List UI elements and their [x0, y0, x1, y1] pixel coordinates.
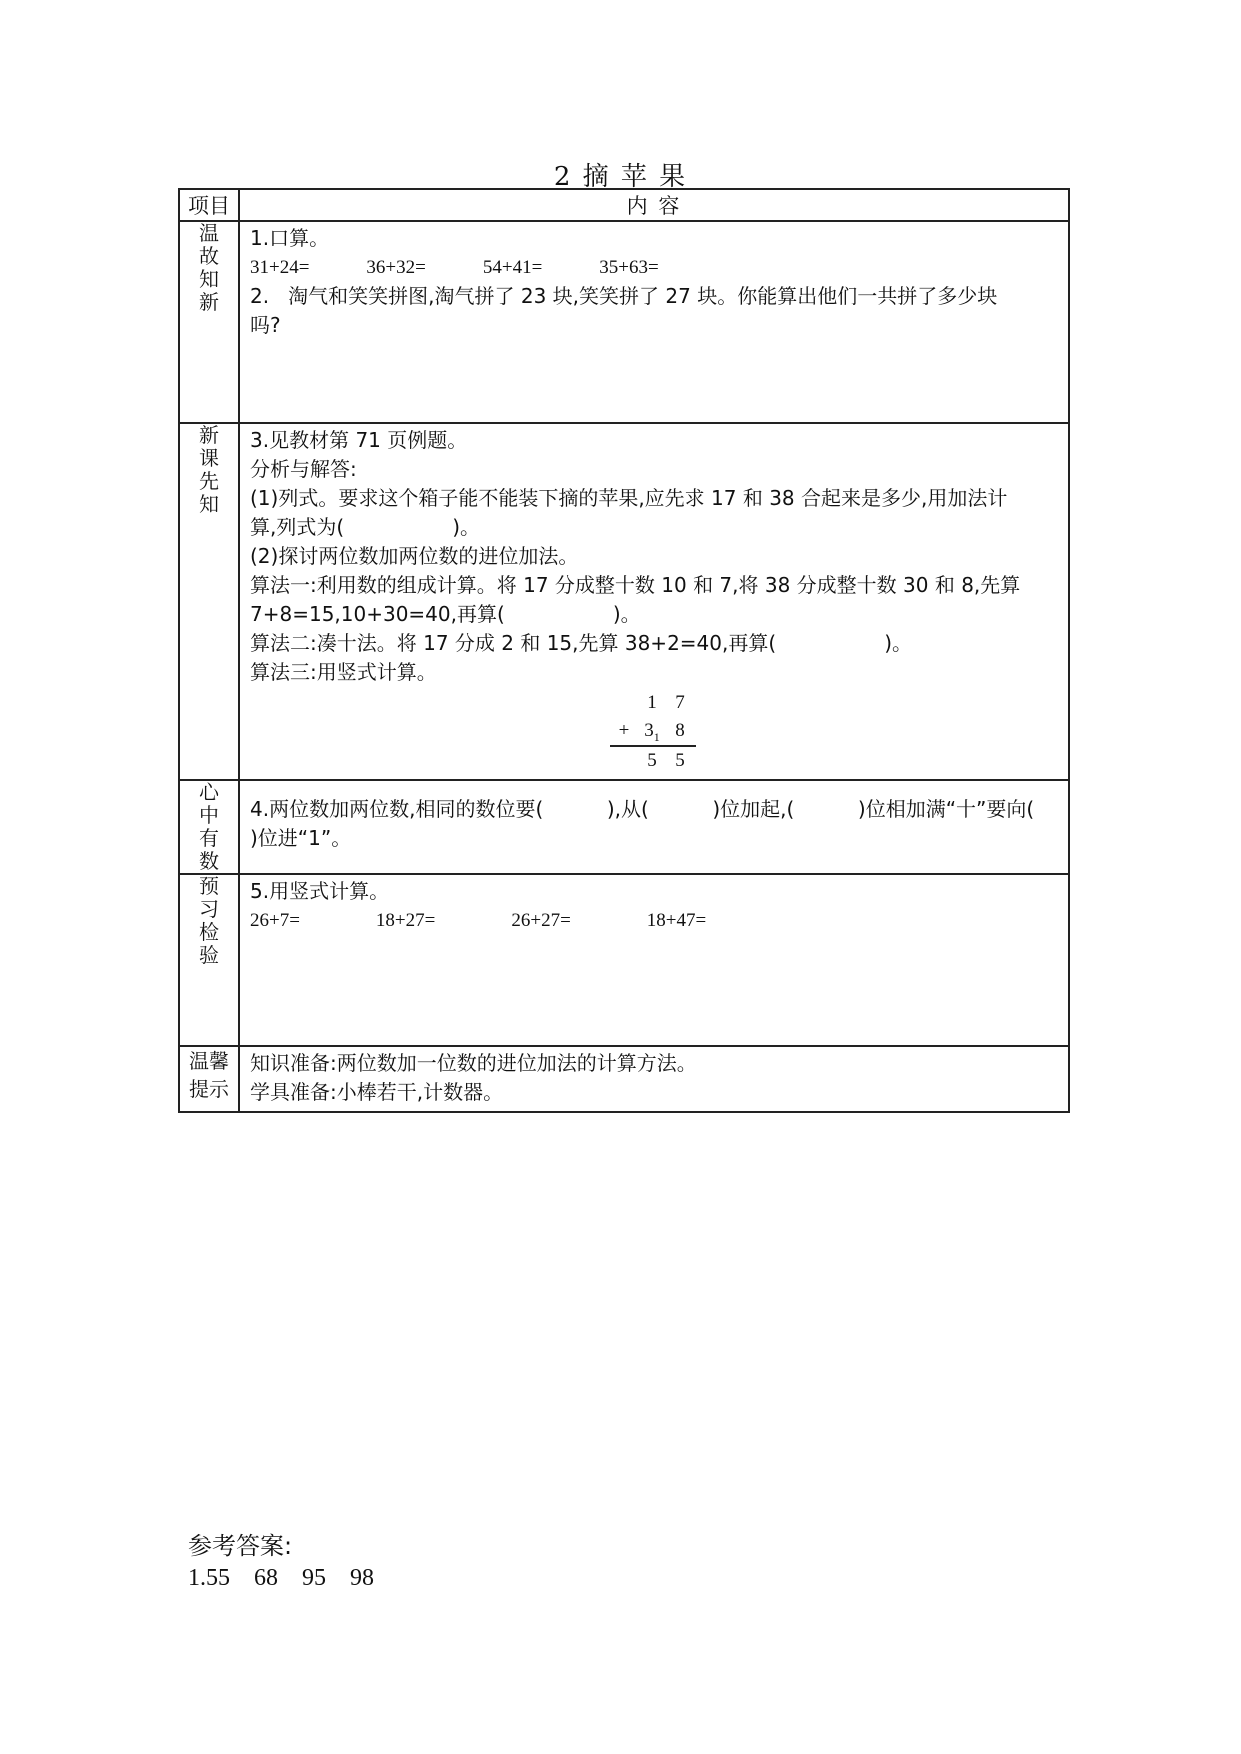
content-line: 算法二:凑十法。将 17 分成 2 和 15,先算 38+2=40,再算( )。 [250, 631, 913, 655]
content-line: 算法一:利用数的组成计算。将 17 分成整十数 10 和 7,将 38 分成整十数 30 和 8,先算 [250, 573, 1021, 597]
digit: 8 [675, 720, 685, 741]
content-line: (1)列式。要求这个箱子能不能装下摘的苹果,应先求 17 和 38 合起来是多少,用加法计 [250, 486, 1008, 510]
section-label-check: 预习检验 [199, 874, 219, 967]
answer-heading: 参考答案: [188, 1532, 293, 1560]
answer-values: 1.55 68 95 98 [188, 1565, 374, 1591]
vertical-row-second [610, 717, 700, 745]
table-header-row [179, 189, 1069, 221]
content-line: 学具准备:小棒若干,计数器。 [250, 1080, 504, 1104]
carry-digit: 1 [653, 729, 660, 744]
content-line: 算,列式为( )。 [250, 515, 481, 539]
header-item-cell: 项目 [179, 189, 239, 221]
section-label-summary: 心中有数 [199, 780, 219, 873]
vertical-row-result [610, 747, 700, 775]
section-review-row [179, 221, 1069, 423]
digit: 3 [644, 720, 654, 741]
content-line: 知识准备:两位数加一位数的进位加法的计算方法。 [250, 1051, 697, 1075]
section-review-content [240, 222, 1068, 344]
content-line: 3.见教材第 71 页例题。 [250, 428, 468, 452]
section-check-content [240, 875, 1068, 939]
digit: 7 [675, 692, 685, 713]
vertical-addition [610, 689, 700, 775]
content-line: 5.用竖式计算。 [250, 879, 390, 903]
header-content-cell: 内 容 [239, 189, 1069, 221]
mental-math-line: 31+24= 36+32= 54+41= 35+63= [250, 257, 659, 278]
section-tips-row [179, 1046, 1069, 1112]
plus-sign: + [618, 720, 630, 741]
section-new-lesson-content [240, 424, 1068, 779]
digit: 1 [647, 692, 657, 713]
vertical-row-top [610, 689, 700, 717]
section-new-lesson-row [179, 423, 1069, 780]
content-line: (2)探讨两位数加两位数的进位加法。 [250, 544, 579, 568]
content-line: 算法三:用竖式计算。 [250, 660, 437, 684]
content-line: )位进“1”。 [250, 826, 352, 850]
digit: 5 [647, 750, 657, 771]
content-line: 2. 淘气和笑笑拼图,淘气拼了 23 块,笑笑拼了 27 块。你能算出他们一共拼了多少块 [250, 284, 998, 308]
answer-key [188, 1530, 374, 1594]
section-label-review: 温故知新 [199, 221, 219, 314]
section-summary-content [240, 781, 1068, 857]
content-line: 4.两位数加两位数,相同的数位要( ),从( )位加起,( )位相加满“十”要向( [250, 797, 1035, 821]
section-label-tips-line1: 温馨 [189, 1049, 229, 1073]
content-line: 1.口算。 [250, 226, 330, 250]
content-line: 7+8=15,10+30=40,再算( )。 [250, 602, 641, 626]
section-label-tips-line2: 提示 [189, 1077, 229, 1101]
section-tips-content [240, 1047, 1068, 1111]
exercise-line: 26+7= 18+27= 26+27= 18+47= [250, 910, 707, 931]
section-check-row [179, 874, 1069, 1046]
content-line: 分析与解答: [250, 457, 357, 481]
content-line: 吗? [250, 313, 281, 337]
preview-worksheet-table [178, 188, 1070, 1113]
section-label-new-lesson: 新课先知 [199, 423, 219, 516]
section-summary-row [179, 780, 1069, 874]
digit: 5 [675, 750, 685, 771]
page-title: 2 摘 苹 果 [553, 162, 688, 192]
